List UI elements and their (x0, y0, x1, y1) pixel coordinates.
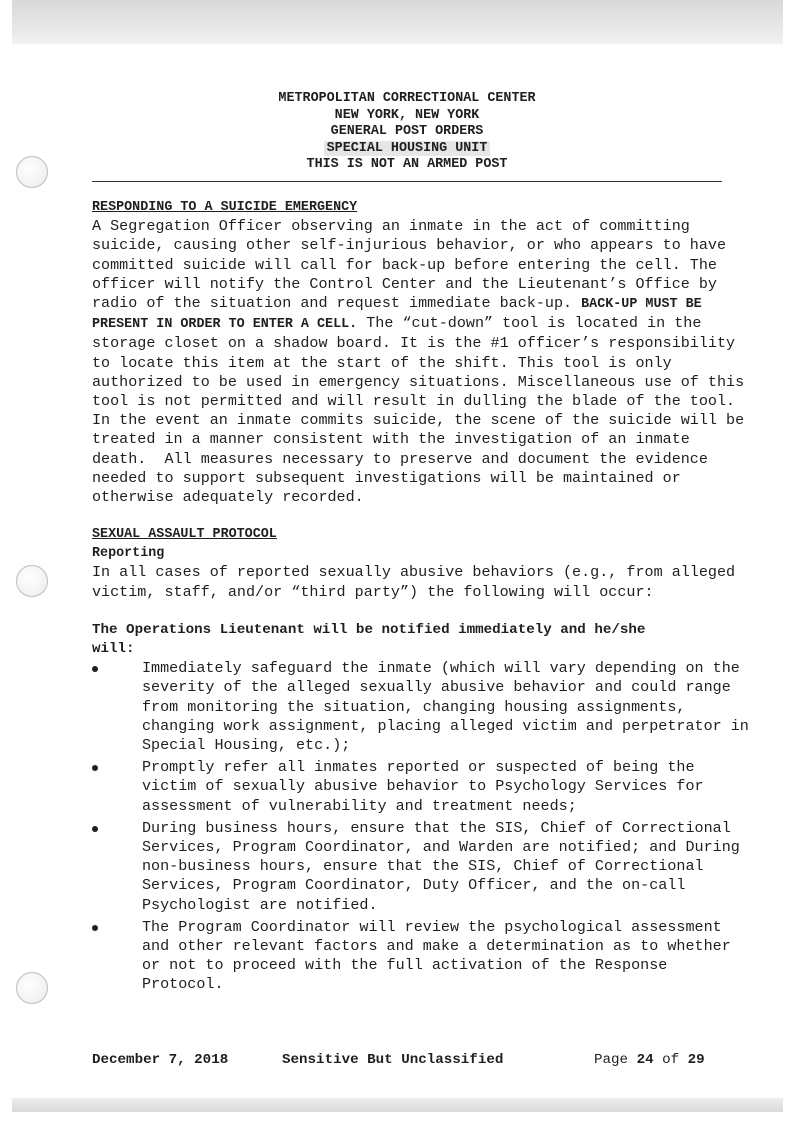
list-item: Promptly refer all inmates reported or suspected of being the victim of sexually abusive behavior to Psychology Services for assessment of vulnerability and treatment needs; (92, 758, 752, 816)
header-line-post: THIS IS NOT AN ARMED POST (306, 157, 508, 172)
binder-hole-top (16, 156, 48, 188)
bullet-icon (92, 765, 98, 771)
list-item: The Program Coordinator will review the psychological assessment and other relevant factors and make a determination as to whether or not to proceed with the full activation of the Response Protocol. (92, 918, 752, 995)
binder-hole-middle (16, 565, 48, 597)
list-item: During business hours, ensure that the SIS, Chief of Correctional Services, Program Coordinator, and Warden are notified; and During non-business hours, ensure that the SIS, Chief of Correctional Services, Program Coordinator, Duty Officer, and the on-call Psychologist are notified. (92, 819, 752, 915)
suicide-paragraph (92, 217, 752, 507)
reporting-intro: In all cases of reported sexually abusive behaviors (e.g., from alleged victim, staff, and/or “third party”) the following will occur: (92, 563, 745, 601)
header-line-institution: METROPOLITAN CORRECTIONAL CENTER (278, 91, 536, 106)
header-line-city: NEW YORK, NEW YORK (334, 107, 480, 123)
suicide-text-before: A Segregation Officer observing an inmate in the act of committing suicide, causing other self-injurious behavior, or who appears to have committed suicide will call for back-up before entering the cell. The officer will notify the Control Center and the Lieutenant’s Office by radio of the situation and request immediate back-up. (92, 217, 736, 313)
header-rule (92, 181, 722, 182)
lieutenant-statement-line1: The Operations Lieutenant will be notified immediately and he/she (92, 621, 646, 638)
binder-hole-bottom (16, 972, 48, 1004)
suicide-section (92, 198, 752, 507)
suicide-text-after: The “cut-down” tool is located in the storage closet on a shadow board. It is the #1 officer’s responsibility to locate this item at the start of the shift. This tool is only authorized to be used in emergency situations. Miscellaneous use of this tool is not permitted and will result in dulling the blade of the tool. In the event an inmate commits suicide, the scene of the suicide will be treated in a manner consistent with the investigation of an inmate death. All measures necessary to preserve and document the evidence needed to support subsequent investigations will be maintained or otherwise adequately recorded. (92, 314, 754, 507)
header-line-unit: SPECIAL HOUSING UNIT (324, 141, 491, 156)
bullet-icon (92, 666, 98, 672)
header-line-orders: GENERAL POST ORDERS (330, 124, 484, 139)
list-item: Immediately safeguard the inmate (which will vary depending on the severity of the alleged sexually abusive behavior and could range from monitoring the situation, changing housing assignments, changing work assignment, placing alleged victim and perpetrator in Special Housing, etc.); (92, 659, 752, 755)
footer-date: December 7, 2018 (92, 1052, 229, 1068)
scan-edge-top (12, 0, 783, 44)
footer-page-number: Page 24 of 29 (594, 1052, 705, 1068)
reporting-subheading: Reporting (92, 546, 165, 562)
footer-classification: Sensitive But Unclassified (282, 1052, 504, 1068)
lieutenant-duties-list (92, 659, 758, 994)
sexual-assault-section (92, 525, 758, 995)
scan-edge-bottom (12, 1098, 783, 1112)
document-header (92, 91, 722, 174)
suicide-heading: RESPONDING TO A SUICIDE EMERGENCY (92, 200, 358, 215)
bullet-icon (92, 925, 98, 931)
lieutenant-statement-line2: will: (92, 641, 135, 658)
page-footer (92, 1052, 732, 1072)
suicide-bold-warning: BACK-UP MUST BE PRESENT IN ORDER TO ENTER A CELL. (92, 297, 710, 333)
sexual-assault-heading: SEXUAL ASSAULT PROTOCOL (92, 527, 277, 542)
bullet-icon (92, 826, 98, 832)
